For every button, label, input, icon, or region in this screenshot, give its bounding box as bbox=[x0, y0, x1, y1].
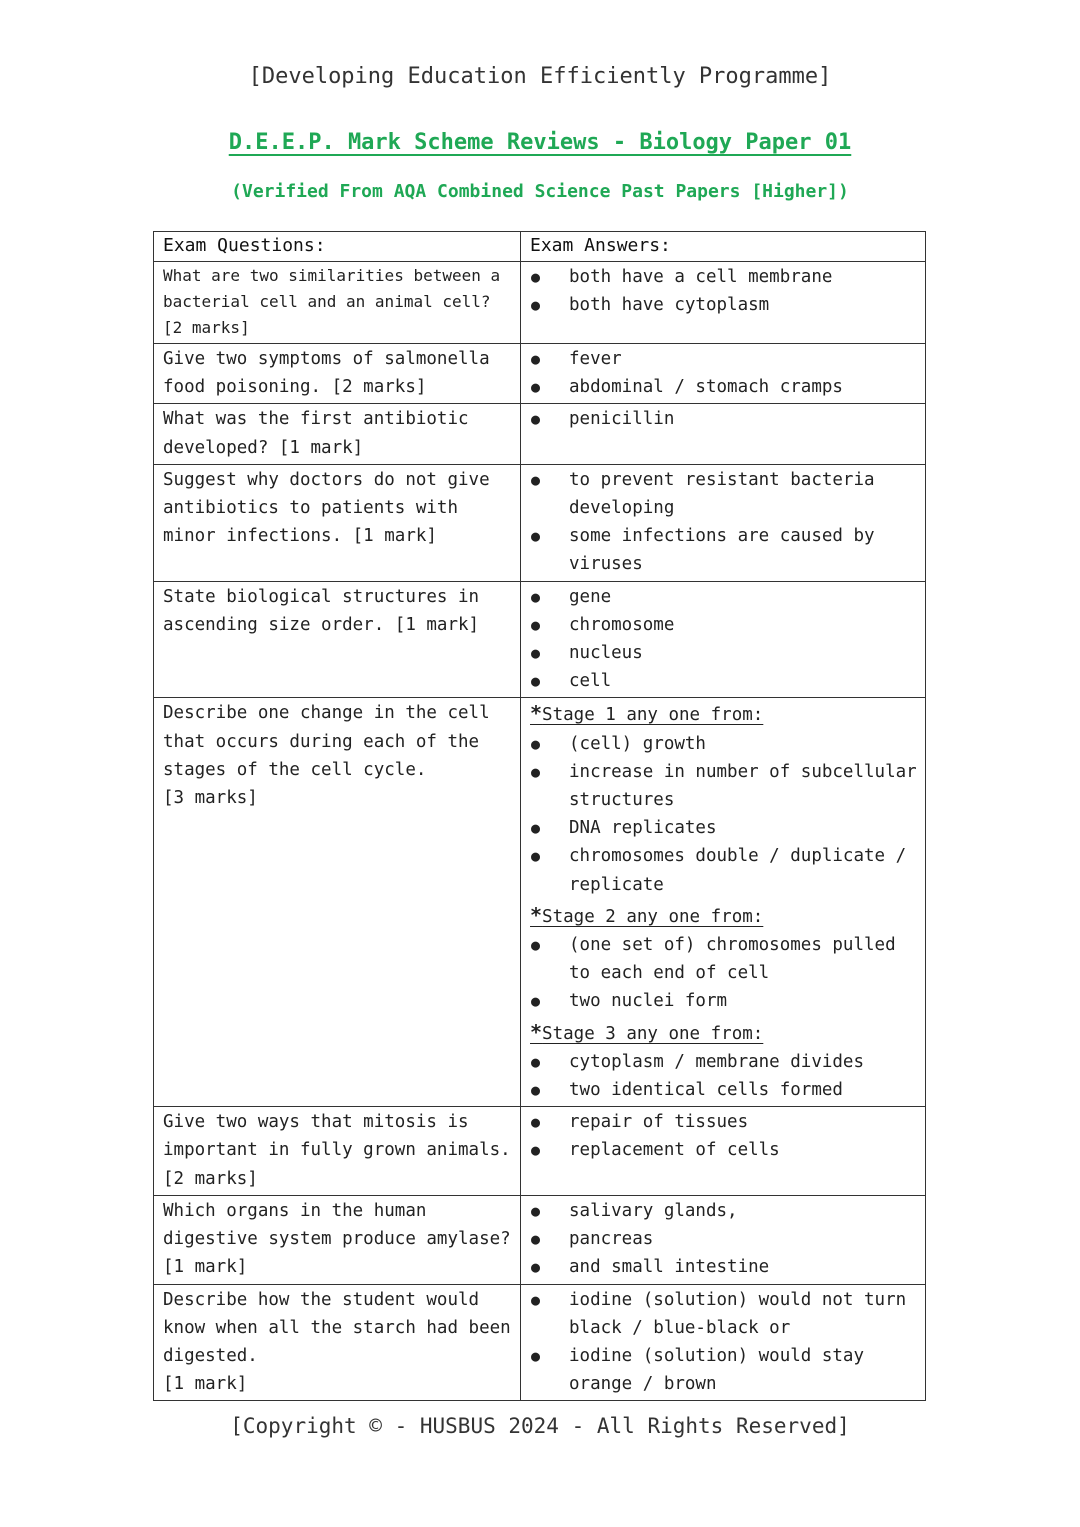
asterisk-icon: * bbox=[530, 701, 543, 726]
answer-list bbox=[530, 1048, 917, 1104]
bullet-icon: ● bbox=[531, 1113, 541, 1132]
question-cell: What are two similarities between a bacterial cell and an animal cell? [2 marks] bbox=[154, 262, 521, 344]
answer-text: chromosome bbox=[569, 614, 675, 635]
bullet-icon: ● bbox=[531, 1081, 541, 1100]
answer-cell bbox=[521, 1195, 926, 1284]
bullet-icon: ● bbox=[531, 378, 541, 397]
stage-heading bbox=[530, 1018, 917, 1048]
bullet-icon: ● bbox=[531, 587, 541, 606]
bullet-icon: ● bbox=[531, 350, 541, 368]
bullet-icon: ● bbox=[531, 1141, 541, 1160]
bullet-icon: ● bbox=[531, 1201, 541, 1220]
answer-item bbox=[530, 667, 917, 695]
answer-cell bbox=[521, 404, 926, 464]
answer-item bbox=[530, 1225, 917, 1253]
answer-cell bbox=[521, 1107, 926, 1196]
answer-text: abdominal / stomach cramps bbox=[569, 377, 843, 398]
answer-item bbox=[530, 987, 917, 1015]
answer-list bbox=[530, 405, 917, 433]
answer-text: salivary glands, bbox=[569, 1200, 738, 1221]
answer-item bbox=[530, 263, 917, 291]
table-row bbox=[154, 464, 926, 581]
answer-item bbox=[530, 1197, 917, 1225]
answer-item bbox=[530, 814, 917, 842]
answer-text: nucleus bbox=[569, 643, 643, 664]
answer-list bbox=[530, 1197, 917, 1282]
answer-text: repair of tissues bbox=[569, 1112, 749, 1133]
answer-cell bbox=[521, 464, 926, 581]
answer-item bbox=[530, 842, 917, 898]
answer-text: iodine (solution) would not turn black / blue-black or bbox=[569, 1289, 907, 1338]
bullet-icon: ● bbox=[531, 268, 541, 286]
bullet-icon: ● bbox=[531, 1052, 541, 1071]
table-row bbox=[154, 1284, 926, 1401]
answer-text: to prevent resistant bacteria developing bbox=[569, 469, 875, 519]
answer-item bbox=[530, 291, 917, 319]
question-marks: [3 marks] bbox=[163, 788, 258, 809]
answer-item bbox=[530, 1253, 917, 1281]
question-cell: Which organs in the human digestive system produce amylase? [1 mark] bbox=[154, 1195, 521, 1284]
answer-item bbox=[530, 1286, 917, 1342]
table-row bbox=[154, 581, 926, 698]
answer-item bbox=[530, 758, 917, 814]
answer-item bbox=[530, 1048, 917, 1076]
table-row bbox=[154, 1195, 926, 1284]
bullet-icon: ● bbox=[531, 296, 541, 315]
bullet-icon: ● bbox=[531, 527, 541, 546]
answer-cell bbox=[521, 698, 926, 1107]
stage-heading bbox=[530, 901, 917, 931]
answer-cell bbox=[521, 262, 926, 344]
answer-text: two nuclei form bbox=[569, 991, 728, 1012]
stage-heading bbox=[530, 699, 917, 729]
bullet-icon: ● bbox=[531, 734, 541, 753]
page-subtitle: (Verified From AQA Combined Science Past Papers [Higher]) bbox=[231, 181, 849, 202]
stage-heading-text: Stage 2 any one from: bbox=[542, 906, 764, 927]
question-cell bbox=[154, 1284, 521, 1401]
page-title-text: D.E.E.P. Mark Scheme Reviews - Biology Paper 01 bbox=[228, 130, 852, 155]
answer-item bbox=[530, 730, 917, 758]
answer-text: two identical cells formed bbox=[569, 1080, 843, 1101]
copyright-footer: [Copyright © - HUSBUS 2024 - All Rights Reserved] bbox=[230, 1414, 850, 1438]
question-cell: What was the first antibiotic developed? [1 mark] bbox=[154, 404, 521, 464]
answer-text: (one set of) chromosomes pulled to each end of cell bbox=[569, 935, 896, 984]
table-header-row bbox=[154, 232, 926, 262]
answer-item bbox=[530, 611, 917, 639]
programme-name: [Developing Education Efficiently Programme] bbox=[248, 64, 832, 89]
bullet-icon: ● bbox=[531, 762, 541, 781]
answer-list bbox=[530, 345, 917, 401]
answer-text: both have a cell membrane bbox=[569, 267, 833, 287]
answer-text: penicillin bbox=[569, 409, 675, 430]
table-row bbox=[154, 262, 926, 344]
answer-text: increase in number of subcellular structures bbox=[569, 761, 917, 811]
answer-item bbox=[530, 931, 917, 987]
answer-item bbox=[530, 373, 917, 401]
answer-list bbox=[530, 730, 917, 899]
question-text: Describe how the student would know when all the starch had been digested. bbox=[163, 1289, 511, 1366]
bullet-icon: ● bbox=[531, 615, 541, 634]
answer-text: chromosomes double / duplicate / replicate bbox=[569, 846, 907, 895]
bullet-icon: ● bbox=[531, 1258, 541, 1277]
asterisk-icon: * bbox=[530, 1019, 543, 1044]
answer-item bbox=[530, 1136, 917, 1164]
bullet-icon: ● bbox=[531, 936, 541, 955]
question-cell: State biological structures in ascending size order. [1 mark] bbox=[154, 581, 521, 698]
answer-cell bbox=[521, 581, 926, 698]
answer-text: both have cytoplasm bbox=[569, 295, 770, 316]
bullet-icon: ● bbox=[531, 1346, 541, 1365]
bullet-icon: ● bbox=[531, 410, 541, 429]
mark-scheme-table bbox=[153, 231, 926, 1401]
answer-text: fever bbox=[569, 349, 622, 369]
answer-text: (cell) growth bbox=[569, 733, 706, 754]
answer-item bbox=[530, 405, 917, 433]
stage-heading-text: Stage 1 any one from: bbox=[542, 705, 764, 726]
question-cell: Give two symptoms of salmonella food poisoning. [2 marks] bbox=[154, 344, 521, 404]
question-cell bbox=[154, 698, 521, 1107]
bullet-icon: ● bbox=[531, 1230, 541, 1249]
column-header-answers: Exam Answers: bbox=[521, 232, 926, 262]
table-row bbox=[154, 404, 926, 464]
answer-item bbox=[530, 583, 917, 611]
table-row bbox=[154, 344, 926, 404]
answer-item bbox=[530, 522, 917, 578]
answer-item bbox=[530, 1342, 917, 1398]
answer-text: replacement of cells bbox=[569, 1140, 780, 1161]
answer-text: pancreas bbox=[569, 1229, 654, 1250]
question-cell: Suggest why doctors do not give antibiotics to patients with minor infections. [1 mark] bbox=[154, 464, 521, 581]
answer-text: DNA replicates bbox=[569, 818, 717, 839]
answer-list bbox=[530, 263, 917, 319]
answer-list bbox=[530, 1286, 917, 1399]
answer-text: some infections are caused by viruses bbox=[569, 526, 875, 575]
answer-list bbox=[530, 466, 917, 579]
answer-item bbox=[530, 345, 917, 373]
bullet-icon: ● bbox=[531, 847, 541, 866]
bullet-icon: ● bbox=[531, 992, 541, 1011]
answer-list bbox=[530, 1108, 917, 1164]
stage-heading-text: Stage 3 any one from: bbox=[542, 1023, 764, 1044]
answer-list bbox=[530, 931, 917, 1016]
answer-cell bbox=[521, 1284, 926, 1401]
question-marks: [1 mark] bbox=[163, 1374, 248, 1395]
answer-text: and small intestine bbox=[569, 1257, 770, 1278]
bullet-icon: ● bbox=[531, 644, 541, 663]
bullet-icon: ● bbox=[531, 1290, 541, 1309]
answer-item bbox=[530, 639, 917, 667]
table-row bbox=[154, 1107, 926, 1196]
answer-cell bbox=[521, 344, 926, 404]
answer-item bbox=[530, 1076, 917, 1104]
answer-item bbox=[530, 1108, 917, 1136]
answer-list bbox=[530, 583, 917, 696]
answer-text: iodine (solution) would stay orange / brown bbox=[569, 1345, 865, 1395]
question-cell: Give two ways that mitosis is important in fully grown animals. [2 marks] bbox=[154, 1107, 521, 1196]
answer-text: gene bbox=[569, 586, 612, 607]
bullet-icon: ● bbox=[531, 672, 541, 691]
answer-text: cytoplasm / membrane divides bbox=[569, 1051, 865, 1072]
column-header-questions: Exam Questions: bbox=[154, 232, 521, 262]
bullet-icon: ● bbox=[531, 470, 541, 489]
page-title bbox=[0, 130, 1080, 155]
answer-text: cell bbox=[569, 671, 612, 692]
table-row bbox=[154, 698, 926, 1107]
answer-item bbox=[530, 466, 917, 522]
question-text: Describe one change in the cell that occurs during each of the stages of the cell cycle. bbox=[163, 703, 490, 780]
bullet-icon: ● bbox=[531, 819, 541, 838]
asterisk-icon: * bbox=[530, 902, 543, 927]
